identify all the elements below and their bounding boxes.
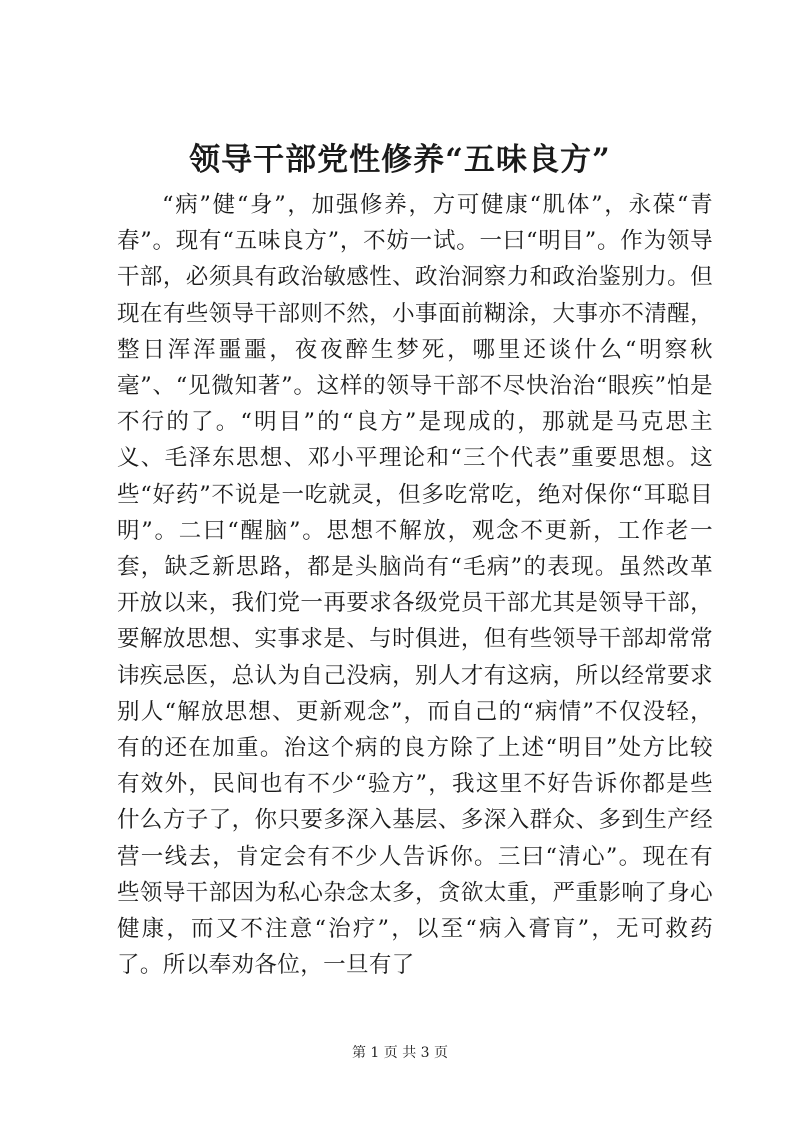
document-title: 领导干部党性修养“五味良方” [189, 142, 611, 178]
page-footer: 第 1 页 共 3 页 [351, 1045, 449, 1061]
body-paragraph: “病”健“身”，加强修养，方可健康“肌体”，永葆“青春”。现有“五味良方”，不妨一试。一曰“明目”。作为领导干部，必须具有政治敏感性、政治洞察力和政治鉴别力。但现在有些领导干部则不然，小事面前糊涂，大事亦不清醒，整日浑浑噩噩，夜夜醉生梦死，哪里还谈什么“明察秋毫”、“见微知著”。这样的领导干部不尽快治治“眼疾”怕是不行的了。“明目”的“良方”是现成的，那就是马克思主义、毛泽东思想、邓小平理论和“三个代表”重要思想。这些“好药”不说是一吃就灵，但多吃常吃，绝对保你“耳聪目明”。二曰“醒脑”。思想不解放，观念不更新，工作老一套，缺乏新思路，都是头脑尚有“毛病”的表现。虽然改革开放以来，我们党一再要求各级党员干部尤其是领导干部，要解放思想、实事求是、与时俱进，但有些领导干部却常常讳疾忌医，总认为自己没病，别人才有这病，所以经常要求别人“解放思想、更新观念”，而自己的“病情”不仅没轻，有的还在加重。治这个病的良方除了上述“明目”处方比较有效外，民间也有不少“验方”，我这里不好告诉你都是些什么方子了，你只要多深入基层、多深入群众、多到生产经营一线去，肯定会有不少人告诉你。三曰“清心”。现在有些领导干部因为私心杂念太多，贪欲太重，严重影响了身心健康，而又不注意“治疗”，以至“病入膏肓”，无可救药了。所以奉劝各位，一旦有了 [117, 192, 713, 979]
